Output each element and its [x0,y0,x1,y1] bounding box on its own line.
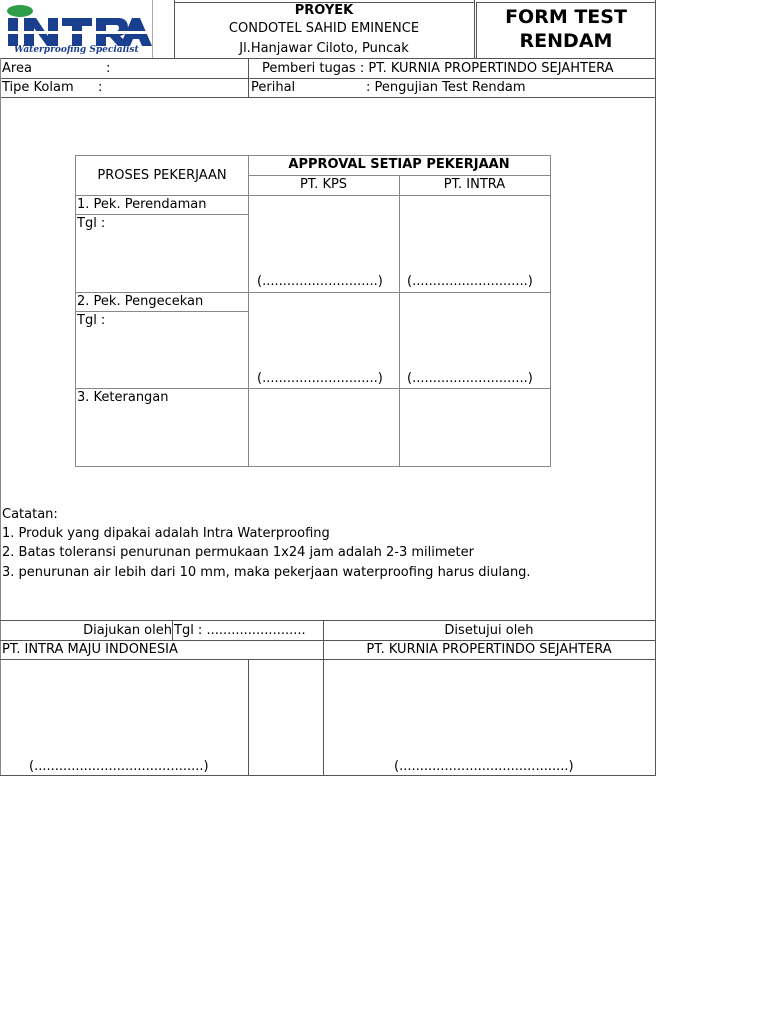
col-process-header: PROSES PEKERJAAN [97,168,227,183]
right-signature-line[interactable]: (.........................................) [394,759,574,774]
row1-date[interactable]: Tgl : [77,216,106,231]
form-title-line2: RENDAM [519,30,613,52]
note-item-2: 2. Batas toleransi penurunan permukaan 1x24 jam adalah 2-3 milimeter [2,545,474,560]
approval-table [75,155,551,467]
header-logo-box [0,0,153,58]
row2-sign-intra[interactable]: (............................) [407,371,533,386]
pool-type-label: Tipe Kolam [2,80,74,95]
subject-label: Perihal [251,80,296,95]
row1-sign-intra[interactable]: (............................) [407,274,533,289]
col-approval-header: APPROVAL SETIAP PEKERJAAN [288,157,510,172]
form-title-line1: FORM TEST [505,6,627,28]
row1-sign-kps[interactable]: (............................) [257,274,383,289]
notes-heading: Catatan: [2,507,58,522]
project-label: PROYEK [294,3,354,18]
approved-by-label: Disetujui oleh [444,623,534,638]
col-intra-header: PT. INTRA [443,177,506,192]
note-item-1: 1. Produk yang dipakai adalah Intra Waterproofing [2,526,330,541]
right-company: PT. KURNIA PROPERTINDO SEJAHTERA [366,642,612,657]
area-colon: : [106,61,111,76]
logo-leaf-icon [7,5,33,17]
row2-title: 2. Pek. Pengecekan [77,294,204,309]
submitted-date[interactable]: Tgl : ........................ [174,623,306,638]
project-name: CONDOTEL SAHID EMINENCE [228,21,420,36]
left-signature-line[interactable]: (.........................................) [29,759,209,774]
pool-type-colon: : [98,80,103,95]
assigner: Pemberi tugas : PT. KURNIA PROPERTINDO SEJAHTERA [262,61,614,76]
row2-sign-kps[interactable]: (............................) [257,371,383,386]
submitted-by-label: Diajukan oleh [83,623,172,638]
note-item-3: 3. penurunan air lebih dari 10 mm, maka pekerjaan waterproofing harus diulang. [2,565,531,580]
project-address: Jl.Hanjawar Ciloto, Puncak [239,41,409,56]
logo-tagline: Waterproofing Specialist [14,45,139,55]
subject-value: : Pengujian Test Rendam [366,80,526,95]
area-label: Area [2,61,32,76]
row3-title: 3. Keterangan [77,390,169,405]
col-kps-header: PT. KPS [299,177,348,192]
left-company: PT. INTRA MAJU INDONESIA [2,642,178,657]
row1-title: 1. Pek. Perendaman [77,197,207,212]
row2-date[interactable]: Tgl : [77,313,106,328]
